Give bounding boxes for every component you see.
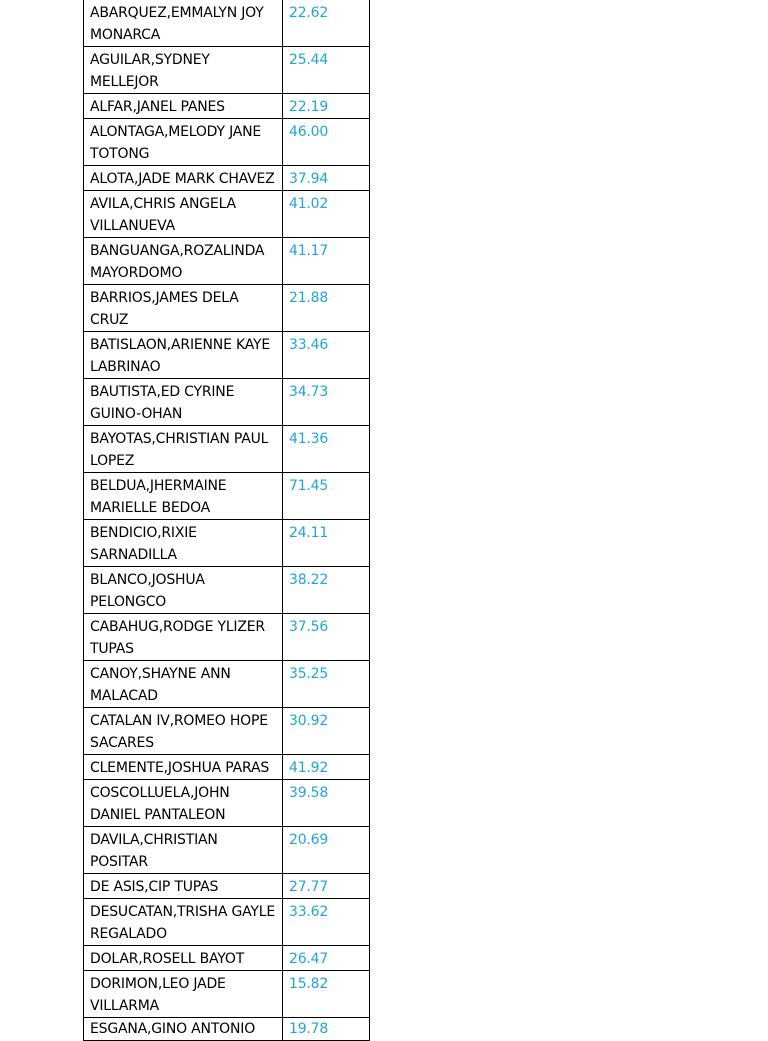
- student-name-cell: DAVILA,CHRISTIAN POSITAR: [84, 827, 283, 874]
- table-row: [84, 661, 370, 708]
- table-row: [84, 285, 370, 332]
- table-row: [84, 520, 370, 567]
- score-value-cell: 22.19: [283, 94, 370, 119]
- student-name-cell: DORIMON,LEO JADE VILLARMA: [84, 971, 283, 1018]
- student-name-cell: DESUCATAN,TRISHA GAYLE REGALADO: [84, 899, 283, 946]
- student-name-cell: AGUILAR,SYDNEY MELLEJOR: [84, 47, 283, 94]
- score-value-cell: 21.88: [283, 285, 370, 332]
- score-value-cell: 38.22: [283, 567, 370, 614]
- score-value-cell: 24.11: [283, 520, 370, 567]
- table-row: [84, 567, 370, 614]
- score-value-cell: 33.62: [283, 899, 370, 946]
- table-row: [84, 0, 370, 47]
- student-name-cell: BELDUA,JHERMAINE MARIELLE BEDOA: [84, 473, 283, 520]
- student-name-cell: COSCOLLUELA,JOHN DANIEL PANTALEON: [84, 780, 283, 827]
- table-row: [84, 473, 370, 520]
- student-name-cell: ABARQUEZ,EMMALYN JOY MONARCA: [84, 0, 283, 47]
- student-name-cell: ALOTA,JADE MARK CHAVEZ: [84, 166, 283, 191]
- score-value-cell: 15.82: [283, 971, 370, 1018]
- score-table: [83, 0, 370, 1041]
- score-value-cell: 41.17: [283, 238, 370, 285]
- table-row: [84, 379, 370, 426]
- score-value-cell: 34.73: [283, 379, 370, 426]
- student-name-cell: CLEMENTE,JOSHUA PARAS: [84, 755, 283, 780]
- student-name-cell: DE ASIS,CIP TUPAS: [84, 874, 283, 899]
- score-value-cell: 71.45: [283, 473, 370, 520]
- table-row: [84, 166, 370, 191]
- table-row: [84, 1018, 370, 1041]
- student-name-cell: DOLAR,ROSELL BAYOT: [84, 946, 283, 971]
- table-row: [84, 946, 370, 971]
- score-value-cell: 46.00: [283, 119, 370, 166]
- score-value-cell: 19.78: [283, 1018, 370, 1041]
- student-name-cell: BATISLAON,ARIENNE KAYE LABRINAO: [84, 332, 283, 379]
- score-value-cell: 35.25: [283, 661, 370, 708]
- student-name-cell: BLANCO,JOSHUA PELONGCO: [84, 567, 283, 614]
- score-value-cell: 22.62: [283, 0, 370, 47]
- student-name-cell: CABAHUG,RODGE YLIZER TUPAS: [84, 614, 283, 661]
- table-row: [84, 332, 370, 379]
- student-name-cell: BENDICIO,RIXIE SARNADILLA: [84, 520, 283, 567]
- score-table-body: [84, 0, 370, 1041]
- student-name-cell: BAYOTAS,CHRISTIAN PAUL LOPEZ: [84, 426, 283, 473]
- score-value-cell: 30.92: [283, 708, 370, 755]
- student-name-cell: BANGUANGA,ROZALINDA MAYORDOMO: [84, 238, 283, 285]
- table-row: [84, 827, 370, 874]
- score-value-cell: 41.02: [283, 191, 370, 238]
- score-value-cell: 41.36: [283, 426, 370, 473]
- score-value-cell: 33.46: [283, 332, 370, 379]
- score-value-cell: 41.92: [283, 755, 370, 780]
- score-value-cell: 26.47: [283, 946, 370, 971]
- score-value-cell: 20.69: [283, 827, 370, 874]
- student-name-cell: ESGANA,GINO ANTONIO: [84, 1018, 283, 1041]
- score-value-cell: 27.77: [283, 874, 370, 899]
- student-name-cell: CANOY,SHAYNE ANN MALACAD: [84, 661, 283, 708]
- table-row: [84, 94, 370, 119]
- table-row: [84, 191, 370, 238]
- student-name-cell: ALONTAGA,MELODY JANE TOTONG: [84, 119, 283, 166]
- score-value-cell: 39.58: [283, 780, 370, 827]
- table-row: [84, 755, 370, 780]
- student-name-cell: AVILA,CHRIS ANGELA VILLANUEVA: [84, 191, 283, 238]
- table-row: [84, 780, 370, 827]
- table-row: [84, 238, 370, 285]
- table-row: [84, 708, 370, 755]
- score-sheet: [83, 0, 369, 1041]
- table-row: [84, 899, 370, 946]
- student-name-cell: CATALAN IV,ROMEO HOPE SACARES: [84, 708, 283, 755]
- table-row: [84, 971, 370, 1018]
- student-name-cell: ALFAR,JANEL PANES: [84, 94, 283, 119]
- student-name-cell: BAUTISTA,ED CYRINE GUINO-OHAN: [84, 379, 283, 426]
- table-row: [84, 614, 370, 661]
- score-value-cell: 25.44: [283, 47, 370, 94]
- table-row: [84, 426, 370, 473]
- score-value-cell: 37.94: [283, 166, 370, 191]
- table-row: [84, 47, 370, 94]
- student-name-cell: BARRIOS,JAMES DELA CRUZ: [84, 285, 283, 332]
- table-row: [84, 119, 370, 166]
- score-value-cell: 37.56: [283, 614, 370, 661]
- table-row: [84, 874, 370, 899]
